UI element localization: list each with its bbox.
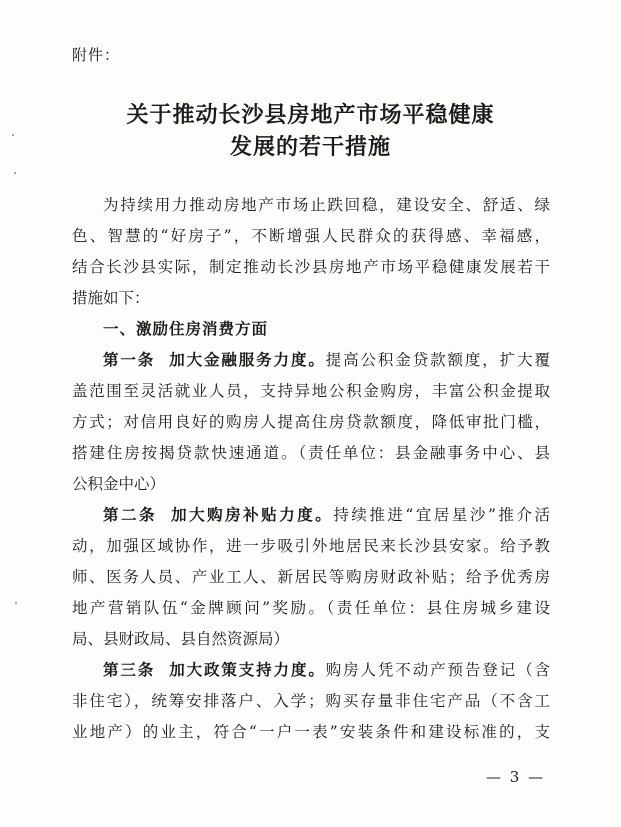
intro-line: 色、智慧的“好房子”，不断增强人民群众的获得感、幸福感，: [72, 227, 550, 245]
article-3-title: 加大政策支持力度。: [169, 661, 326, 679]
article-2-line: 动，加强区域协作，进一步吸引外地居民来长沙县安家。给予教: [72, 537, 550, 555]
article-2-line: 师、医务人员、产业工人、新居民等购房财政补贴；给予优秀房: [72, 568, 550, 586]
section-heading: 一、激励住房消费方面: [103, 320, 269, 338]
article-3-line: 业地产）的业主，符合“一户一表”安装条件和建设标准的，支: [72, 723, 550, 741]
article-1-line: 搭建住房按揭贷款快速通道。（责任单位：县金融事务中心、县: [72, 444, 550, 462]
article-3-text: 购房人凭不动产预告登记（含: [325, 661, 550, 679]
article-2-label: 第二条: [103, 506, 158, 524]
article-2-first-line: [103, 503, 550, 525]
article-2-title: 加大购房补贴力度。: [171, 506, 334, 524]
article-1-text: 提高公积金贷款额度，扩大覆: [325, 351, 550, 369]
article-1-line: 盖范围至灵活就业人员，支持异地公积金购房，丰富公积金提取: [72, 382, 550, 400]
article-3-label: 第三条: [103, 661, 156, 679]
intro-line: 为持续用力推动房地产市场止跌回稳，建设安全、舒适、绿: [103, 196, 550, 214]
article-2-text: 持续推进“宜居星沙”推介活: [333, 506, 550, 524]
intro-line: 措施如下：: [72, 289, 150, 307]
article-1-label: 第一条: [103, 351, 156, 369]
document-title-line1: 关于推动长沙县房地产市场平稳健康: [126, 102, 495, 128]
article-1-first-line: [103, 348, 550, 370]
scan-speck: [14, 172, 16, 174]
document-title-line2: 发展的若干措施: [229, 134, 391, 160]
page-number: — 3 —: [486, 768, 546, 786]
article-3-first-line: [103, 658, 550, 680]
article-1-line: 公积金中心）: [72, 475, 166, 493]
scan-speck: [15, 602, 17, 604]
intro-line: 结合长沙县实际，制定推动长沙县房地产市场平稳健康发展若干: [72, 258, 550, 276]
attachment-label: 附件：: [72, 46, 121, 64]
article-1-title: 加大金融服务力度。: [169, 351, 326, 369]
article-1-line: 方式；对信用良好的购房人提高住房贷款额度，降低审批门槛，: [72, 413, 550, 431]
article-3-line: 非住宅），统筹安排落户、入学；购买存量非住宅产品（不含工: [72, 692, 550, 710]
article-2-line: 地产营销队伍“金牌顾问”奖励。（责任单位：县住房城乡建设: [72, 599, 550, 617]
article-2-line: 局、县财政局、县自然资源局）: [72, 630, 290, 648]
